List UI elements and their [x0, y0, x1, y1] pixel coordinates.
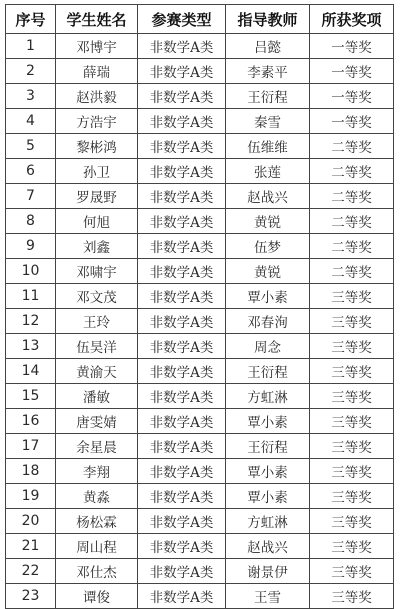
cell-index: 6: [6, 159, 56, 184]
cell-advisor: 覃小素: [226, 409, 310, 434]
cell-index: 12: [6, 309, 56, 334]
cell-advisor: 方虹淋: [226, 384, 310, 409]
cell-award: 三等奖: [310, 534, 394, 559]
table-header: [6, 5, 394, 34]
cell-category: 非数学A类: [138, 184, 226, 209]
cell-index: 1: [6, 34, 56, 59]
cell-category: 非数学A类: [138, 109, 226, 134]
cell-student-name: 黄淼: [56, 484, 138, 509]
cell-student-name: 邓博宇: [56, 34, 138, 59]
awards-table: [5, 4, 394, 609]
table-row: [6, 409, 394, 434]
cell-index: 10: [6, 259, 56, 284]
cell-student-name: 唐雯婧: [56, 409, 138, 434]
table-row: [6, 59, 394, 84]
cell-student-name: 余星晨: [56, 434, 138, 459]
header-award: 所获奖项: [310, 5, 394, 34]
cell-index: 15: [6, 384, 56, 409]
cell-category: 非数学A类: [138, 309, 226, 334]
cell-category: 非数学A类: [138, 259, 226, 284]
cell-category: 非数学A类: [138, 559, 226, 584]
cell-award: 三等奖: [310, 284, 394, 309]
cell-student-name: 潘敏: [56, 384, 138, 409]
cell-advisor: 王衍程: [226, 84, 310, 109]
table-row: [6, 534, 394, 559]
table-body: [6, 34, 394, 609]
cell-advisor: 赵战兴: [226, 534, 310, 559]
cell-category: 非数学A类: [138, 434, 226, 459]
cell-student-name: 伍昊洋: [56, 334, 138, 359]
cell-student-name: 薛瑞: [56, 59, 138, 84]
cell-index: 22: [6, 559, 56, 584]
cell-index: 17: [6, 434, 56, 459]
cell-advisor: 秦雪: [226, 109, 310, 134]
cell-category: 非数学A类: [138, 584, 226, 609]
cell-award: 三等奖: [310, 559, 394, 584]
cell-index: 16: [6, 409, 56, 434]
cell-advisor: 王衍程: [226, 434, 310, 459]
cell-student-name: 罗晟野: [56, 184, 138, 209]
cell-award: 一等奖: [310, 34, 394, 59]
cell-award: 三等奖: [310, 434, 394, 459]
cell-advisor: 方虹淋: [226, 509, 310, 534]
cell-award: 二等奖: [310, 234, 394, 259]
cell-student-name: 邓仕杰: [56, 559, 138, 584]
cell-category: 非数学A类: [138, 209, 226, 234]
cell-index: 14: [6, 359, 56, 384]
cell-student-name: 孙卫: [56, 159, 138, 184]
table-row: [6, 509, 394, 534]
cell-award: 三等奖: [310, 409, 394, 434]
cell-category: 非数学A类: [138, 459, 226, 484]
cell-category: 非数学A类: [138, 284, 226, 309]
table-row: [6, 309, 394, 334]
cell-category: 非数学A类: [138, 384, 226, 409]
cell-student-name: 周山程: [56, 534, 138, 559]
cell-award: 三等奖: [310, 384, 394, 409]
cell-category: 非数学A类: [138, 84, 226, 109]
cell-award: 二等奖: [310, 209, 394, 234]
table-row: [6, 209, 394, 234]
cell-category: 非数学A类: [138, 359, 226, 384]
table-row: [6, 34, 394, 59]
cell-advisor: 赵战兴: [226, 184, 310, 209]
cell-category: 非数学A类: [138, 334, 226, 359]
table-row: [6, 184, 394, 209]
cell-category: 非数学A类: [138, 534, 226, 559]
cell-category: 非数学A类: [138, 484, 226, 509]
table-row: [6, 434, 394, 459]
cell-category: 非数学A类: [138, 409, 226, 434]
table-row: [6, 134, 394, 159]
cell-student-name: 邓文茂: [56, 284, 138, 309]
cell-index: 13: [6, 334, 56, 359]
table-row: [6, 559, 394, 584]
cell-index: 11: [6, 284, 56, 309]
cell-student-name: 杨松霖: [56, 509, 138, 534]
cell-advisor: 覃小素: [226, 459, 310, 484]
cell-index: 2: [6, 59, 56, 84]
table-row: [6, 359, 394, 384]
table-row: [6, 84, 394, 109]
cell-advisor: 张莲: [226, 159, 310, 184]
cell-advisor: 伍梦: [226, 234, 310, 259]
cell-student-name: 黎彬鸿: [56, 134, 138, 159]
cell-advisor: 覃小素: [226, 484, 310, 509]
cell-index: 18: [6, 459, 56, 484]
cell-award: 三等奖: [310, 309, 394, 334]
header-row: [6, 5, 394, 34]
awards-table-container: [5, 4, 393, 609]
cell-award: 一等奖: [310, 109, 394, 134]
cell-advisor: 邓春洵: [226, 309, 310, 334]
table-row: [6, 334, 394, 359]
cell-advisor: 吕懿: [226, 34, 310, 59]
cell-category: 非数学A类: [138, 59, 226, 84]
cell-award: 三等奖: [310, 459, 394, 484]
cell-index: 3: [6, 84, 56, 109]
cell-student-name: 谭俊: [56, 584, 138, 609]
table-row: [6, 159, 394, 184]
table-row: [6, 259, 394, 284]
table-row: [6, 459, 394, 484]
cell-index: 20: [6, 509, 56, 534]
cell-award: 二等奖: [310, 184, 394, 209]
cell-student-name: 方浩宇: [56, 109, 138, 134]
cell-student-name: 王玲: [56, 309, 138, 334]
cell-index: 19: [6, 484, 56, 509]
cell-index: 8: [6, 209, 56, 234]
cell-award: 三等奖: [310, 484, 394, 509]
cell-student-name: 李翔: [56, 459, 138, 484]
header-index: 序号: [6, 5, 56, 34]
table-row: [6, 234, 394, 259]
cell-index: 5: [6, 134, 56, 159]
cell-advisor: 周念: [226, 334, 310, 359]
cell-award: 三等奖: [310, 584, 394, 609]
table-row: [6, 109, 394, 134]
cell-category: 非数学A类: [138, 134, 226, 159]
cell-award: 一等奖: [310, 84, 394, 109]
cell-advisor: 李素平: [226, 59, 310, 84]
cell-award: 三等奖: [310, 334, 394, 359]
cell-award: 二等奖: [310, 259, 394, 284]
cell-index: 7: [6, 184, 56, 209]
cell-advisor: 谢景伊: [226, 559, 310, 584]
table-row: [6, 284, 394, 309]
cell-student-name: 邓啸宇: [56, 259, 138, 284]
cell-advisor: 覃小素: [226, 284, 310, 309]
cell-category: 非数学A类: [138, 234, 226, 259]
cell-advisor: 伍维维: [226, 134, 310, 159]
cell-award: 三等奖: [310, 509, 394, 534]
header-category: 参赛类型: [138, 5, 226, 34]
cell-advisor: 王衍程: [226, 359, 310, 384]
cell-award: 三等奖: [310, 359, 394, 384]
table-row: [6, 484, 394, 509]
header-student-name: 学生姓名: [56, 5, 138, 34]
cell-award: 一等奖: [310, 59, 394, 84]
cell-advisor: 黄锐: [226, 209, 310, 234]
cell-student-name: 刘鑫: [56, 234, 138, 259]
cell-category: 非数学A类: [138, 509, 226, 534]
cell-index: 23: [6, 584, 56, 609]
header-advisor: 指导教师: [226, 5, 310, 34]
cell-category: 非数学A类: [138, 34, 226, 59]
cell-category: 非数学A类: [138, 159, 226, 184]
cell-index: 21: [6, 534, 56, 559]
cell-index: 4: [6, 109, 56, 134]
cell-advisor: 黄锐: [226, 259, 310, 284]
cell-student-name: 黄渝天: [56, 359, 138, 384]
cell-student-name: 何旭: [56, 209, 138, 234]
cell-award: 二等奖: [310, 134, 394, 159]
cell-student-name: 赵洪毅: [56, 84, 138, 109]
cell-award: 二等奖: [310, 159, 394, 184]
cell-advisor: 王雪: [226, 584, 310, 609]
table-row: [6, 384, 394, 409]
cell-index: 9: [6, 234, 56, 259]
